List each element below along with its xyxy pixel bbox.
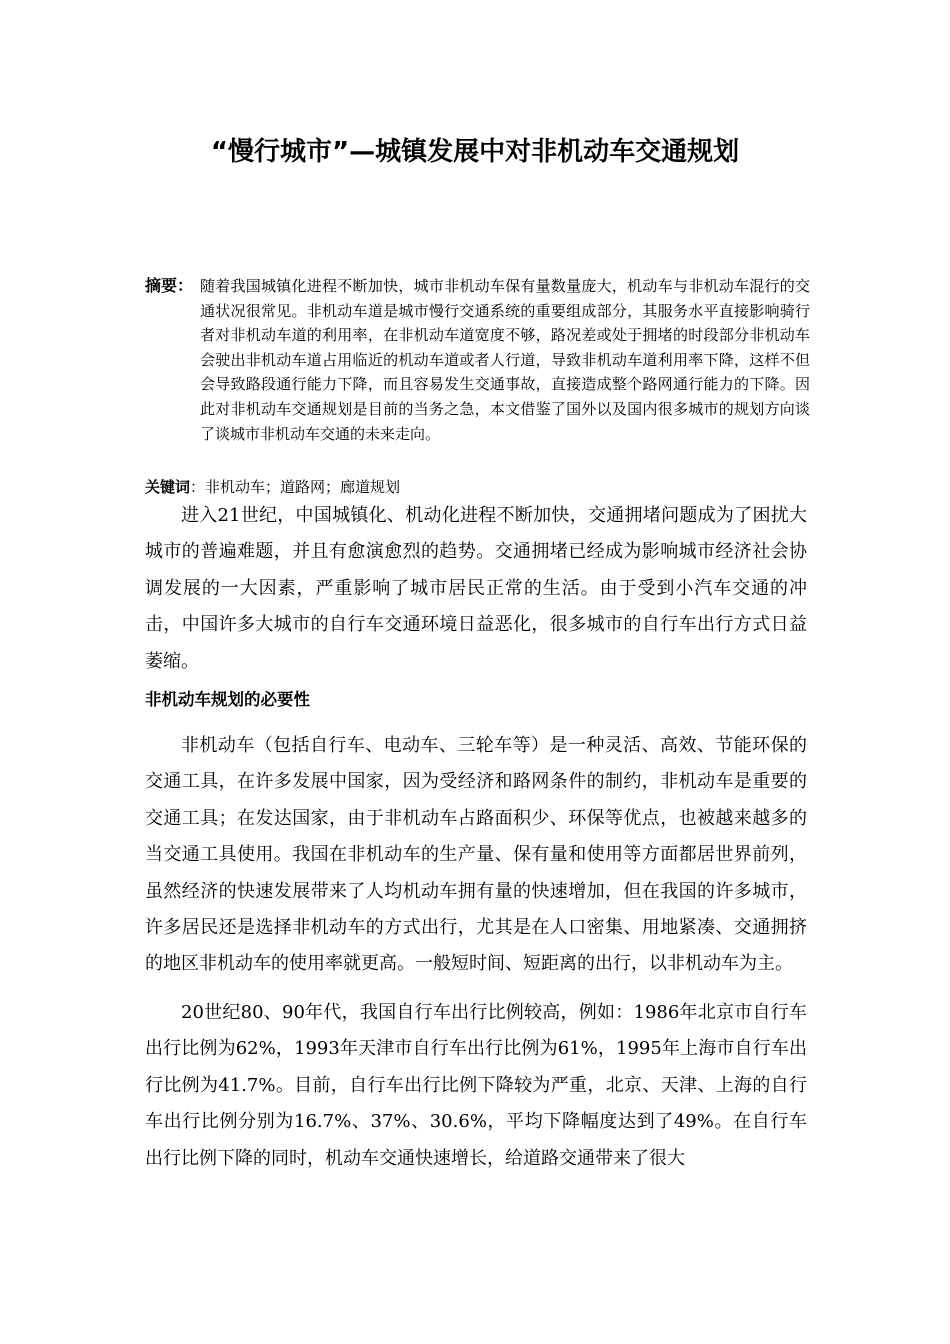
keywords-line xyxy=(145,475,810,499)
document-body xyxy=(145,498,807,1177)
abstract-label: 摘要： xyxy=(145,276,194,295)
document-title: “慢行城市”—城镇发展中对非机动车交通规划 xyxy=(210,137,740,167)
section-paragraph: 非机动车（包括自行车、电动车、三轮车等）是一种灵活、高效、节能环保的交通工具，在许多发展中国家，因为受经济和路网条件的制约，非机动车是重要的交通工具；在发达国家，由于非机动车占路面积少、环保等优点，也被越来越多的当交通工具使用。我国在非机动车的生产量、保有量和使用等方面都居世界前列，虽然经济的快速发展带来了人均机动车拥有量的快速增加，但在我国的许多城市，许多居民还是选择非机动车的方式出行，尤其是在人口密集、用地紧凑、交通拥挤的地区非机动车的使用率就更高。一般短时间、短距离的出行，以非机动车为主。 xyxy=(145,735,807,975)
section-heading: 非机动车规划的必要性 xyxy=(145,690,310,710)
abstract-block xyxy=(145,274,810,446)
section-paragraph: 20世纪80、90年代，我国自行车出行比例较高，例如：1986年北京市自行车出行比例为62%，1993年天津市自行车出行比例为61%，1995年上海市自行车出行比例为41.7%。目前，自行车出行比例下降较为严重，北京、天津、上海的自行车出行比例分别为16.7%、37%、30.6%，平均下降幅度达到了49%。在自行车出行比例下降的同时，机动车交通快速增长，给道路交通带来了很大 xyxy=(145,1001,807,1169)
keywords-text: ：非机动车；道路网；廊道规划 xyxy=(190,478,401,496)
abstract-text: 随着我国城镇化进程不断加快，城市非机动车保有量数量庞大，机动车与非机动车混行的交通状况很常见。非机动车道是城市慢行交通系统的重要组成部分，其服务水平直接影响骑行者对非机动车道的利用率，在非机动车道宽度不够，路况差或处于拥堵的时段部分非机动车会驶出非机动车道占用临近的机动车道或者人行道，导致非机动车道利用率下降，这样不但会导致路段通行能力下降，而且容易发生交通事故，直接造成整个路网通行能力的下降。因此对非机动车交通规划是目前的当务之急，本文借鉴了国外以及国内很多城市的规划方向谈了谈城市非机动车交通的未来走向。 xyxy=(200,277,810,443)
intro-paragraph: 进入21世纪，中国城镇化、机动化进程不断加快，交通拥堵问题成为了困扰大城市的普遍难题，并且有愈演愈烈的趋势。交通拥堵已经成为影响城市经济社会协调发展的一大因素，严重影响了城市居民正常的生活。由于受到小汽车交通的冲击，中国许多大城市的自行车交通环境日益恶化，很多城市的自行车出行方式日益萎缩。 xyxy=(145,505,807,672)
keywords-label: 关键词 xyxy=(145,478,191,496)
